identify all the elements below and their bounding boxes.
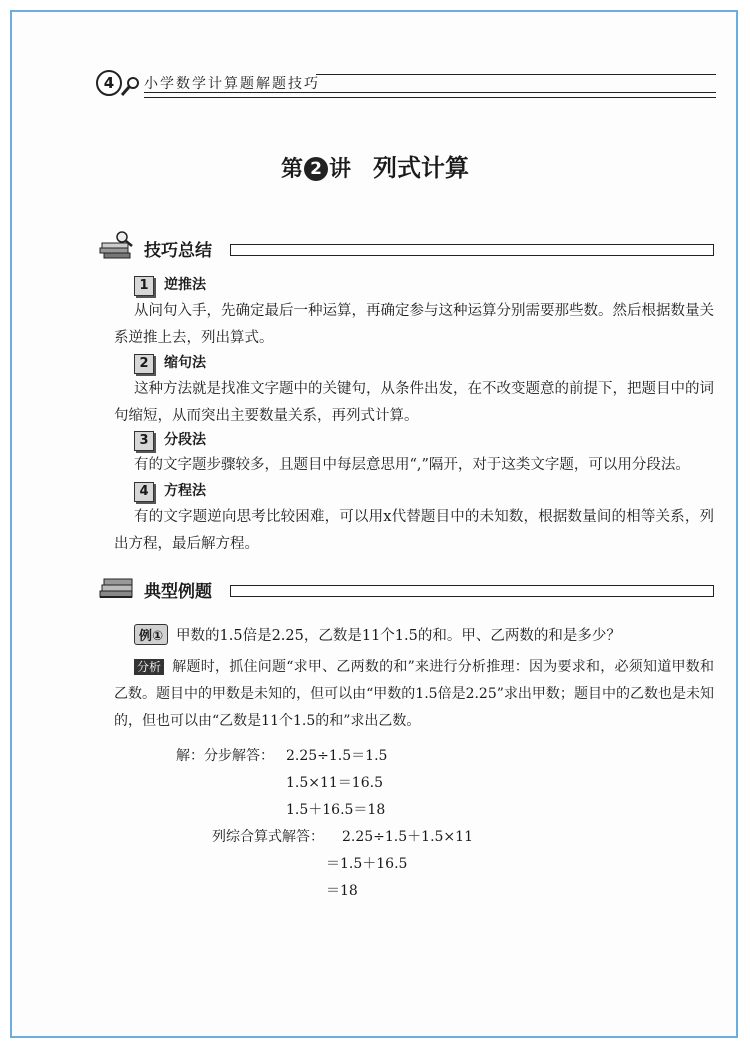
book-title: 小学数学计算题解题技巧: [144, 76, 320, 92]
example-1-question: 甲数的1.5倍是2.25，乙数是11个1.5的和。甲、乙两数的和是多少？: [176, 628, 621, 644]
example-1-question-row: [134, 624, 621, 645]
section-skills-bar: [230, 244, 714, 256]
tip-2-text: 这种方法就是找准文字题中的关键句，从条件出发，在不改变题意的前提下，把题目中的词句缩短，从而突出主要数量关系，再列式计算。: [114, 381, 714, 424]
page-number: 4: [96, 70, 122, 96]
tip-1-label: 逆推法: [164, 277, 206, 293]
analysis-badge: 分析: [134, 659, 164, 675]
tip-2-label: 缩句法: [164, 355, 206, 371]
example-1-analysis-block: [114, 654, 714, 735]
chapter-name: 列式计算: [373, 154, 470, 182]
solution-combined-label: 列综合算式解答：: [212, 829, 324, 845]
section-examples-header: [98, 575, 714, 603]
analysis-text: 解题时，抓住问题“求甲、乙两数的和”来进行分析推理：因为要求和，必须知道甲数和乙数。题目中的甲数是未知的，但可以由“甲数的1.5倍是2.25”求出甲数；题目中的乙数也是未知的，但也可以由“乙数是11个1.5的和”求出乙数。: [114, 659, 714, 729]
tip-1-heading: [134, 274, 206, 296]
section-examples-title: 典型例题: [144, 582, 212, 602]
solution-step-1: 2.25÷1.5＝1.5: [286, 748, 388, 764]
tip-4-number: 4: [134, 482, 154, 502]
books-magnifier-icon: [98, 230, 138, 260]
tip-2-number: 2: [134, 354, 154, 374]
tip-4-text: 有的文字题逆向思考比较困难，可以用x代替题目中的未知数，根据数量间的相等关系，列出方程，最后解方程。: [114, 509, 714, 552]
books-icon: [98, 571, 138, 601]
chapter-prefix: 第: [280, 157, 303, 182]
chapter-title: [0, 148, 750, 183]
tip-4-heading: [134, 480, 206, 502]
solution-combined-2: ＝1.5＋16.5: [326, 856, 408, 872]
solution-step-2: 1.5×11＝16.5: [286, 775, 383, 791]
tip-1-number: 1: [134, 276, 154, 296]
tip-3-number: 3: [134, 431, 154, 451]
tip-3-label: 分段法: [164, 432, 206, 448]
header-rule-top: [316, 74, 716, 75]
tip-3-text: 有的文字题步骤较多，且题目中每层意思用“,”隔开，对于这类文字题，可以用分段法。: [134, 457, 690, 473]
tip-1-text: 从问句入手，先确定最后一种运算，再确定参与这种运算分别需要那些数。然后根据数量关系逆推上去，列出算式。: [114, 303, 714, 346]
magnifier-icon: [120, 76, 142, 98]
chapter-suffix: 讲: [329, 157, 352, 182]
chapter-number: 2: [304, 157, 328, 181]
section-skills-header: [98, 234, 714, 262]
solution-combined-1: 2.25÷1.5＋1.5×11: [342, 829, 473, 845]
section-skills-title: 技巧总结: [144, 241, 212, 261]
running-header: [96, 70, 716, 96]
tip-3-heading: [134, 429, 206, 451]
tip-4-label: 方程法: [164, 483, 206, 499]
example-1-badge: 例①: [134, 624, 168, 645]
section-examples-bar: [230, 585, 714, 597]
tip-2-heading: [134, 352, 206, 374]
solution-step-3: 1.5＋16.5＝18: [286, 802, 386, 818]
solution-combined-3: ＝18: [326, 883, 358, 899]
solution-step-label: 解：分步解答：: [176, 748, 274, 764]
